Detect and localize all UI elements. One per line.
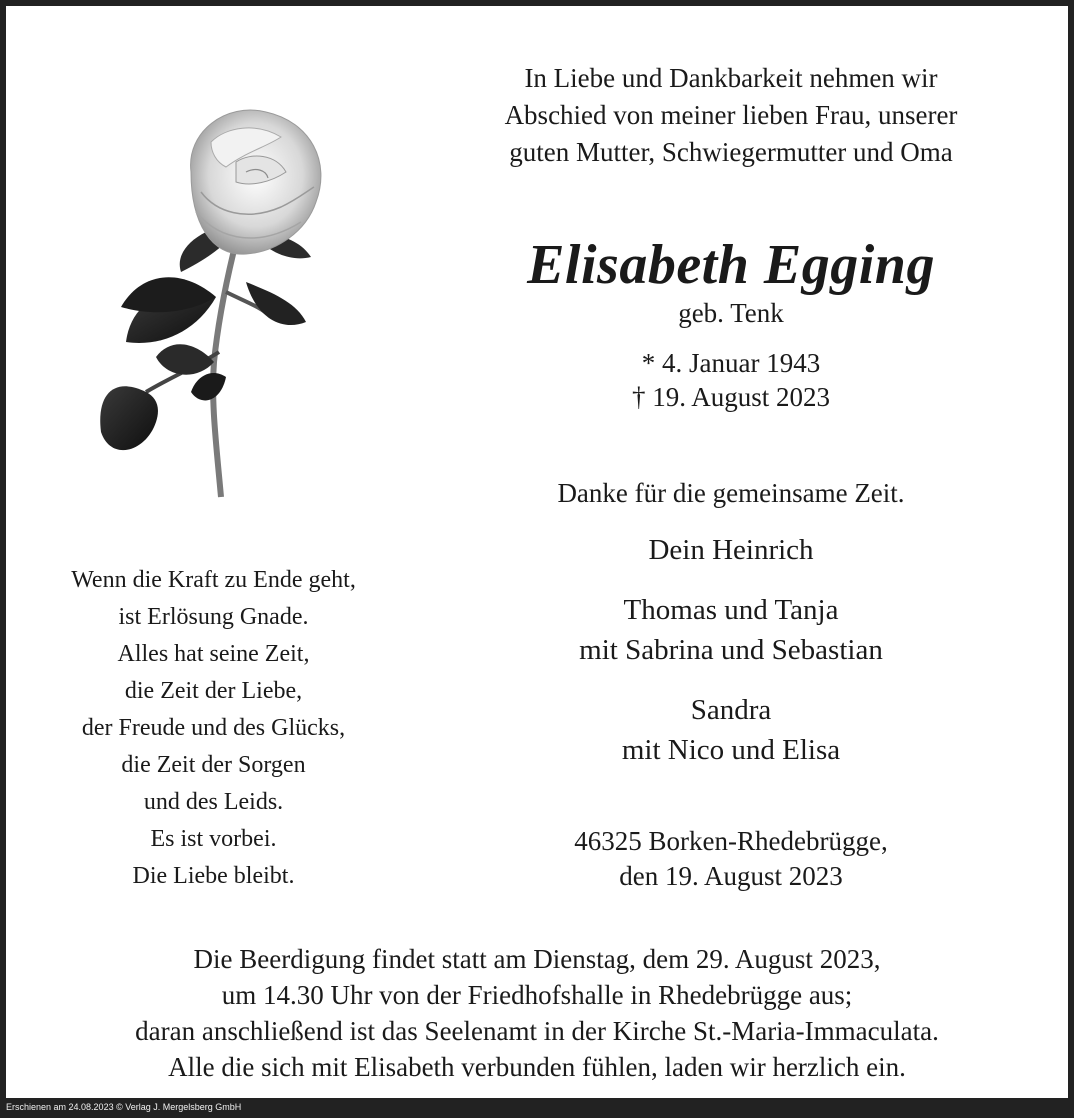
intro-line: Abschied von meiner lieben Frau, unserer: [504, 100, 958, 130]
date-line: den 19. August 2023: [619, 861, 843, 891]
publication-footer: Erschienen am 24.08.2023 © Verlag J. Mergelsberg GmbH: [6, 1102, 242, 1112]
funeral-line: daran anschließend ist das Seelenamt in der Kirche St.-Maria-Immaculata.: [135, 1016, 939, 1046]
poem-line: der Freude und des Glücks,: [81, 715, 346, 741]
family-group: [426, 530, 1036, 570]
family-group: [426, 590, 1036, 670]
poem-line: Es ist vorbei.: [150, 826, 277, 852]
family-line: mit Sabrina und Sebastian: [579, 634, 883, 666]
life-dates: [426, 346, 1036, 414]
poem-line: und des Leids.: [143, 789, 284, 815]
deceased-name: Elisabeth Egging: [527, 234, 935, 296]
poem-line: Die Liebe bleibt.: [132, 863, 295, 889]
family-group: [426, 690, 1036, 770]
poem-line: ist Erlösung Gnade.: [118, 604, 309, 630]
thanks-line: Danke für die gemeinsame Zeit.: [557, 478, 905, 508]
poem-line: die Zeit der Sorgen: [121, 752, 306, 778]
rose-icon: [86, 92, 376, 512]
family-line: Thomas und Tanja: [623, 594, 839, 626]
obituary-notice: [6, 6, 1068, 1098]
funeral-line: Alle die sich mit Elisabeth verbunden fühlen, laden wir herzlich ein.: [168, 1052, 906, 1082]
family-line: Sandra: [690, 694, 772, 726]
funeral-info: [6, 941, 1068, 1085]
intro-line: In Liebe und Dankbarkeit nehmen wir: [524, 63, 938, 93]
place-line: 46325 Borken-Rhedebrügge,: [574, 826, 888, 856]
intro-text: [426, 60, 1036, 171]
funeral-line: Die Beerdigung findet statt am Dienstag, dem 29. August 2023,: [193, 944, 881, 974]
family-line: mit Nico und Elisa: [621, 734, 841, 766]
family-signatures: [426, 530, 1036, 790]
funeral-line: um 14.30 Uhr von der Friedhofshalle in Rhedebrügge aus;: [221, 980, 853, 1010]
maiden-name: geb. Tenk: [678, 298, 784, 328]
poem-line: Wenn die Kraft zu Ende geht,: [71, 567, 356, 593]
poem: [16, 562, 411, 895]
poem-line: Alles hat seine Zeit,: [117, 641, 310, 667]
poem-line: die Zeit der Liebe,: [124, 678, 303, 704]
intro-line: guten Mutter, Schwiegermutter und Oma: [509, 137, 953, 167]
death-date: † 19. August 2023: [631, 382, 831, 412]
family-line: Dein Heinrich: [648, 534, 814, 566]
birth-date: * 4. Januar 1943: [641, 348, 821, 378]
place-date: [426, 824, 1036, 894]
